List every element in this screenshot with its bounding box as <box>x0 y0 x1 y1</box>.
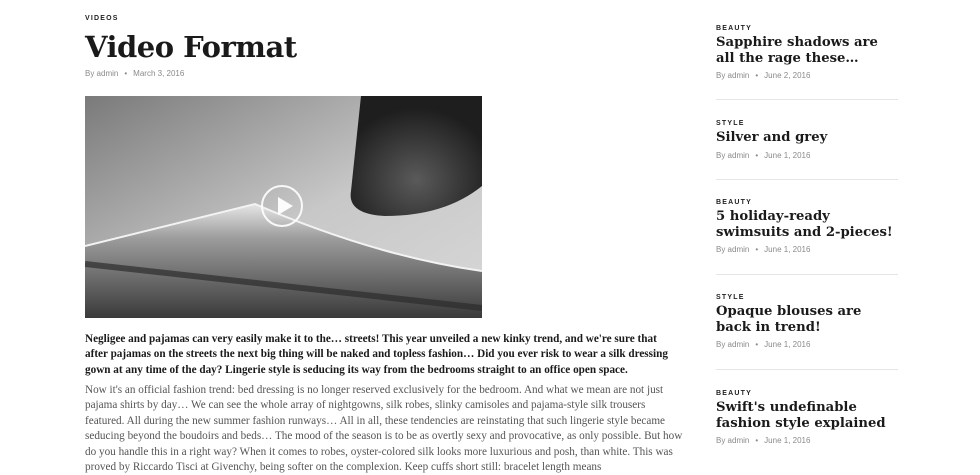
date-link[interactable]: March 3, 2016 <box>133 69 185 78</box>
meta-separator: • <box>755 245 759 254</box>
article-meta <box>85 69 184 78</box>
post-category[interactable]: STYLE <box>716 294 745 301</box>
meta-separator: • <box>755 71 759 80</box>
post-category[interactable]: BEAUTY <box>716 25 752 32</box>
author-link[interactable]: By admin <box>716 436 750 445</box>
meta-separator: • <box>124 69 128 78</box>
page-title: Video Format <box>85 30 297 64</box>
date-link[interactable]: June 2, 2016 <box>764 71 811 80</box>
author-link[interactable]: By admin <box>85 69 119 78</box>
divider <box>716 369 898 370</box>
article-lead: Negligee and pajamas can very easily make it to the… streets! This year unveiled a new kinky trend, and we're sure that after pajamas on the streets the next big thing will be naked and topless fashion… Did you ever risk to wear a silk dressing gown at any time of the day? Lingerie style is seducing its way from the bedrooms straight to an office open space. <box>85 333 668 376</box>
post-category[interactable]: BEAUTY <box>716 390 752 397</box>
date-link[interactable]: June 1, 2016 <box>764 245 811 254</box>
sidebar-post <box>716 294 898 349</box>
date-link[interactable]: June 1, 2016 <box>764 436 811 445</box>
post-meta <box>716 71 898 80</box>
author-link[interactable]: By admin <box>716 245 750 254</box>
sidebar-post <box>716 199 898 254</box>
date-link[interactable]: June 1, 2016 <box>764 340 811 349</box>
divider <box>716 274 898 275</box>
divider <box>716 179 898 180</box>
post-category[interactable]: STYLE <box>716 120 745 127</box>
meta-separator: • <box>755 150 759 160</box>
post-title-link[interactable]: Sapphire shadows are all the rage these… <box>716 35 878 66</box>
post-meta <box>716 151 898 160</box>
article-category[interactable]: VIDEOS <box>85 15 119 22</box>
divider <box>716 99 898 100</box>
post-meta <box>716 340 898 349</box>
post-title-link[interactable]: Swift's undefinable fashion style explained <box>716 400 886 431</box>
post-meta <box>716 436 898 445</box>
sidebar-post <box>716 120 898 160</box>
sidebar-post <box>716 25 898 80</box>
post-title-link[interactable]: Silver and grey <box>716 130 828 145</box>
play-button[interactable] <box>261 185 303 227</box>
article-body: Now it's an official fashion trend: bed dressing is no longer reserved exclusively for the bedroom. And what we mean are not just pajama shirts by day… We can see the whole array of nightgowns, silk robes, slinky camisoles and pajama-style silk trousers featured. All during the new summer fashion runways… All in all, these tendencies are reinstating that such lingerie style became seducing beyond the boudoirs and beds… The mood of the season is to be as overtly sexy and provocative, as only possible. But how do you handle this in a right way? When it comes to robes, oyster-colored silk looks more luxurious and posh, than white. This was proved by Riccardo Tisci at Givenchy, being softer on the complexion. Keep cuffs short still: bracelet length means <box>85 384 683 474</box>
post-title-link[interactable]: Opaque blouses are back in trend! <box>716 304 862 335</box>
sidebar-post <box>716 390 898 445</box>
post-meta <box>716 245 898 254</box>
author-link[interactable]: By admin <box>716 71 750 80</box>
meta-separator: • <box>755 436 759 445</box>
author-link[interactable]: By admin <box>716 150 750 160</box>
video-player[interactable] <box>85 96 482 318</box>
meta-separator: • <box>755 340 759 349</box>
post-title-link[interactable]: 5 holiday-ready swimsuits and 2-pieces! <box>716 209 893 240</box>
date-link[interactable]: June 1, 2016 <box>764 150 811 160</box>
post-category[interactable]: BEAUTY <box>716 199 752 206</box>
author-link[interactable]: By admin <box>716 340 750 349</box>
